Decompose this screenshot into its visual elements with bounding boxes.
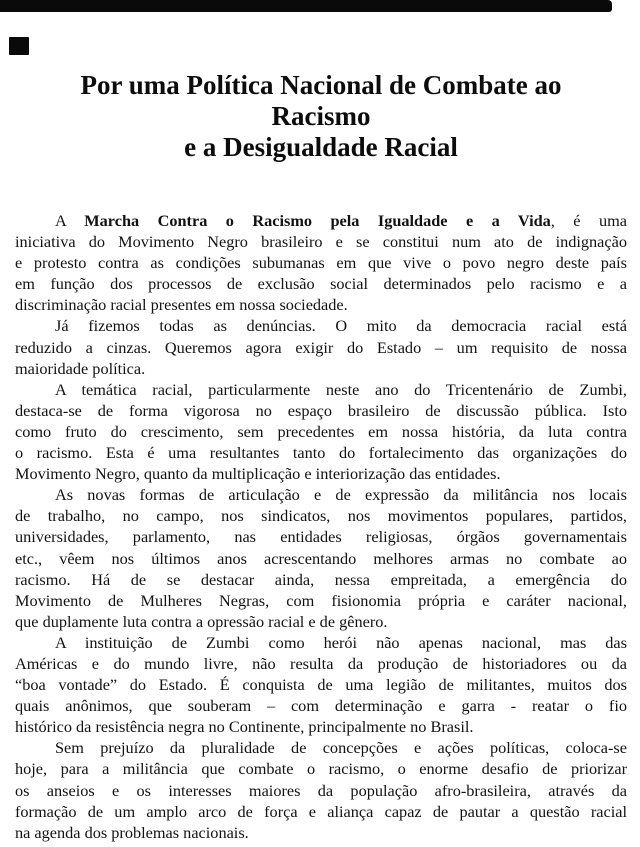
- document-body: [15, 210, 627, 843]
- document-title: [15, 70, 627, 163]
- text-line: universidades, parlamento, nas entidades religiosas, órgãos governamentais: [15, 527, 627, 547]
- text-line: discriminação racial presentes em nossa sociedade.: [15, 295, 348, 315]
- text-line: o racismo. Esta é uma resultantes tanto do fortalecimento das organizações do: [15, 443, 627, 463]
- text-line: racismo. Há de se destacar ainda, nessa empreitada, a emergência do: [15, 569, 627, 589]
- text-line: etc., vêem nos últimos anos acrescentando melhores armas no combate ao: [15, 548, 627, 568]
- text-line: de trabalho, no campo, nos sindicatos, nos movimentos populares, partidos,: [15, 506, 627, 526]
- text-line: histórico da resistência negra no Continente, principalmente no Brasil.: [15, 717, 474, 737]
- text-line: e protesto contra as condições subumanas em que vive o povo negro deste país: [15, 253, 627, 273]
- text-line: A instituição de Zumbi como herói não apenas nacional, mas das: [55, 632, 627, 652]
- scan-artifact-top-bar: [0, 0, 612, 12]
- text-line: quais anônimos, que souberam – com determinação e garra - reatar o fio: [15, 696, 627, 716]
- text-line: os anseios e os interesses maiores da população afro-brasileira, através da: [15, 780, 627, 800]
- text-line: A temática racial, particularmente neste ano do Tricentenário de Zumbi,: [55, 379, 627, 399]
- text-line: As novas formas de articulação e de expressão da militância nos locais: [55, 485, 627, 505]
- lead-text: A: [55, 211, 85, 230]
- paragraph: [15, 379, 627, 484]
- title-line: Racismo: [271, 101, 371, 131]
- title-line: e a Desigualdade Racial: [184, 132, 458, 162]
- paragraph: [15, 210, 627, 315]
- lead-text: , é uma: [550, 211, 627, 230]
- text-line: [15, 210, 627, 231]
- text-line: Américas e do mundo livre, não resulta da produção de historiadores ou da: [15, 653, 627, 673]
- scan-artifact-mark: [9, 37, 29, 55]
- text-line: “boa vontade” do Estado. É conquista de uma legião de militantes, muitos dos: [15, 675, 627, 695]
- text-line: Sem prejuízo da pluralidade de concepções e ações políticas, coloca-se: [55, 738, 627, 758]
- text-line: maioridade política.: [15, 358, 146, 378]
- paragraph: [15, 737, 627, 842]
- text-line: hoje, para a militância que combate o racismo, o enorme desafio de priorizar: [15, 759, 627, 779]
- bold-text: Marcha Contra o Racismo pela Igualdade e a Vida: [84, 211, 551, 230]
- text-line: Movimento Negro, quanto da multiplicação e interiorização das entidades.: [15, 464, 501, 484]
- text-line: reduzido a cinzas. Queremos agora exigir do Estado – um requisito de nossa: [15, 337, 627, 357]
- paragraph: [15, 484, 627, 632]
- text-line: destaca-se de forma vigorosa no espaço brasileiro de discussão pública. Isto: [15, 400, 627, 420]
- text-line: como fruto do crescimento, sem precedentes em nossa história, da luta contra: [15, 421, 627, 441]
- paragraph: [15, 632, 627, 737]
- paragraph: [15, 315, 627, 378]
- text-line: iniciativa do Movimento Negro brasileiro e se constitui num ato de indignação: [15, 232, 627, 252]
- text-line: que duplamente luta contra a opressão racial e de gênero.: [15, 611, 388, 631]
- text-line: na agenda dos problemas nacionais.: [15, 822, 249, 842]
- text-line: em função dos processos de exclusão social determinados pelo racismo e a: [15, 274, 627, 294]
- text-line: formação de um amplo arco de força e aliança capaz de pautar a questão racial: [15, 801, 627, 821]
- text-line: Movimento de Mulheres Negras, com fisionomia própria e caráter nacional,: [15, 590, 627, 610]
- text-line: Já fizemos todas as denúncias. O mito da democracia racial está: [55, 316, 627, 336]
- title-line: Por uma Política Nacional de Combate ao: [80, 70, 562, 100]
